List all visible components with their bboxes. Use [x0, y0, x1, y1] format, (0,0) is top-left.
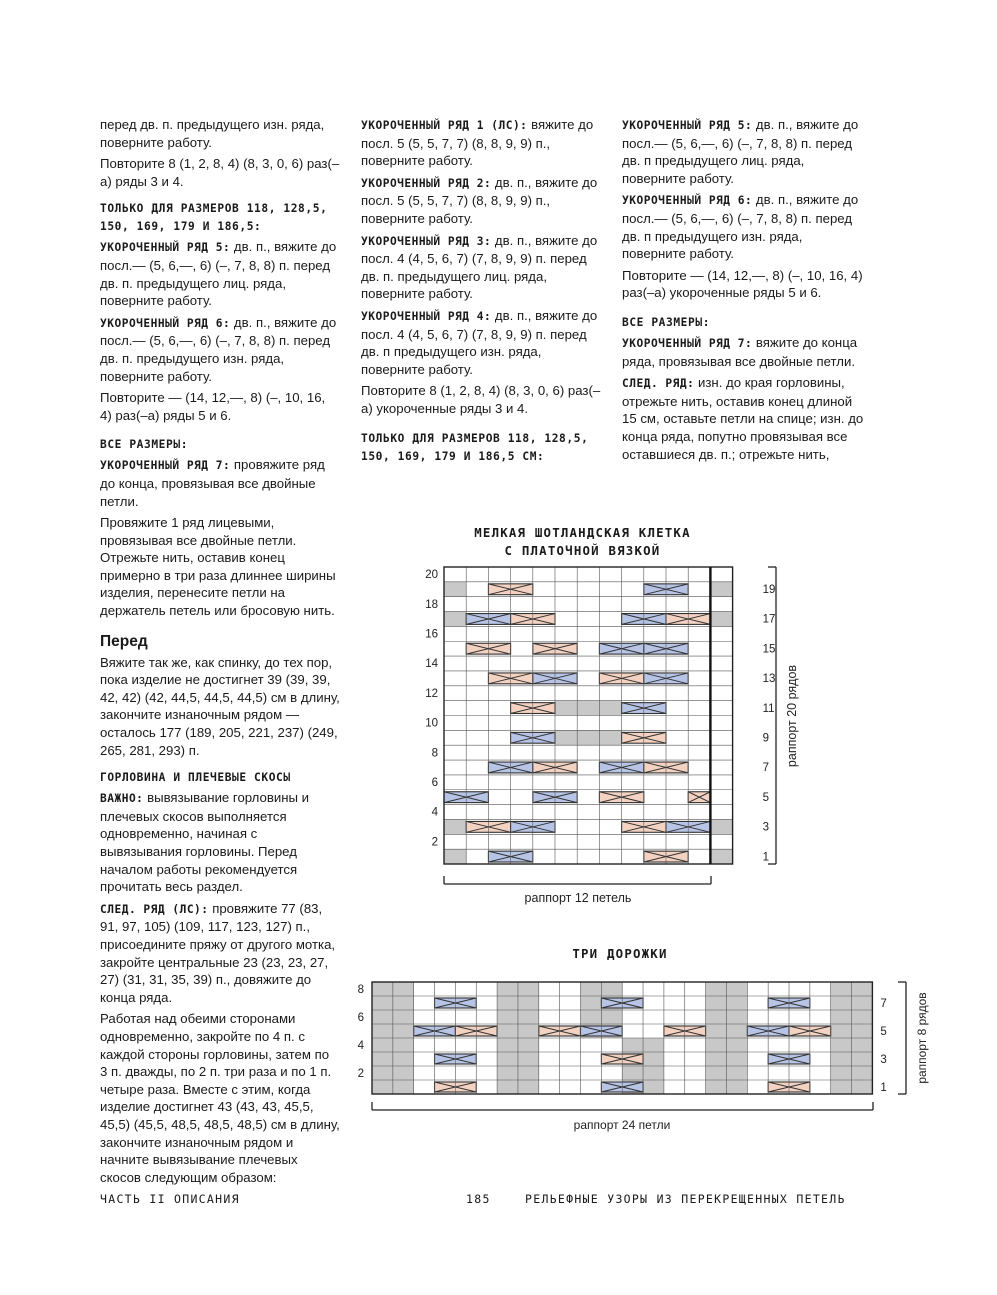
cross-stitch-symbol — [488, 851, 532, 862]
cross-stitch-symbol — [601, 998, 643, 1008]
chart-cell — [710, 582, 732, 597]
cross-stitch-symbol — [533, 762, 577, 773]
paragraph: Повторите 8 (1, 2, 8, 4) (8, 3, 0, 6) раз(–а) ряды 3 и 4. — [100, 156, 340, 189]
row-label: УКОРОЧЕННЫЙ РЯД 7: — [100, 459, 231, 473]
paragraph: Повторите — (14, 12,—, 8) (–, 10, 16, 4) раз(–а) укороченные ряды 5 и 6. — [622, 267, 863, 301]
chart-cell — [581, 982, 602, 1038]
cross-stitch-symbol — [599, 792, 643, 803]
instruction: УКОРОЧЕННЫЙ РЯД 1 (ЛС): вяжите до посл. 5 (5, 5, 7, 7) (8, 8, 9, 9) п., поверните работу. — [361, 117, 594, 169]
chart-cell — [710, 819, 732, 834]
row-label: УКОРОЧЕННЫЙ РЯД 2: — [361, 176, 492, 190]
cross-stitch-symbol — [644, 584, 688, 595]
section-heading: ВСЕ РАЗМЕРЫ: — [100, 438, 189, 452]
cross-stitch-symbol — [688, 792, 710, 803]
instruction: УКОРОЧЕННЫЙ РЯД 5: дв. п., вяжите до посл.— (5, 6,—, 6) (–, 7, 8, 8) п. перед дв. п. предыдущего лиц. ряда, поверните работу. — [100, 239, 337, 309]
paragraph: Повторите 8 (1, 2, 8, 4) (8, 3, 0, 6) раз(–а) укороченные ряды 3 и 4. — [361, 383, 601, 416]
chart-cell — [852, 982, 873, 1094]
instruction: УКОРОЧЕННЫЙ РЯД 7: вяжите до конца ряда, провязывая все двойные петли. — [622, 334, 858, 369]
cross-stitch-symbol — [747, 1026, 789, 1036]
chart-cell — [643, 1038, 664, 1094]
instruction: УКОРОЧЕННЫЙ РЯД 4: дв. п., вяжите до посл. 4 (4, 5, 6, 7) (7, 8, 9, 9) п. перед дв. п предыдущего изн. ряда, поверните работу. — [361, 307, 598, 377]
row-number: 5 — [762, 791, 770, 804]
chart-cell — [497, 982, 518, 1094]
footer-chapter: РЕЛЬЕФНЫЕ УЗОРЫ ИЗ ПЕРЕКРЕЩЕННЫХ ПЕТЕЛЬ — [525, 1192, 846, 1206]
cross-stitch-symbol — [768, 998, 810, 1008]
row-number: 18 — [425, 598, 438, 611]
cross-stitch-symbol — [488, 584, 532, 595]
cross-stitch-symbol — [511, 732, 555, 743]
row-number: 12 — [425, 687, 438, 700]
row-number: 20 — [425, 569, 438, 582]
chart2-bottom-label: раппорт 24 петли — [573, 1118, 671, 1132]
paragraph: Работая над обеими сторонами одновременно, закройте по 4 п. с каждой стороны горловины, затем по 3 п. дважды, по 2 п. три раза и по 1 п. четыре раза. Вместе с этим, когда изделие достигнет 43 (43, 43, 45,5, 45,5) (45,5, 48,5, 48,5, 48,5) см в длину, закончите изнаночным рядом и начните вывязывание плечевых скосов следующим образом: — [100, 1011, 340, 1185]
cross-stitch-symbol — [466, 643, 510, 654]
row-number: 10 — [425, 717, 438, 730]
row-number: 6 — [431, 777, 438, 790]
instruction: СЛЕД. РЯД: изн. до края горловины, отрежьте нить, оставив конец длиной 15 см, оставьте петли на спице; изн. до конца ряда, попутно провязывая все оставшиеся дв. п.; отрежьте нить, — [622, 375, 864, 462]
row-number: 1 — [880, 1082, 887, 1095]
chart-cell — [831, 982, 852, 1094]
row-number: 3 — [762, 821, 770, 834]
text-column-2 — [361, 116, 601, 468]
cross-stitch-symbol — [488, 762, 532, 773]
row-label: УКОРОЧЕННЫЙ РЯД 6: — [100, 316, 231, 330]
section-heading: ТОЛЬКО ДЛЯ РАЗМЕРОВ 118, 128,5, 150, 169, 179 И 186,5 СМ: — [361, 431, 589, 463]
row-number: 2 — [357, 1068, 364, 1081]
row-number: 8 — [357, 984, 364, 997]
cross-stitch-symbol — [488, 673, 532, 684]
text-column-1 — [100, 116, 340, 1190]
chart1-bottom-label: раппорт 12 петель — [524, 891, 632, 905]
page-number: 185 — [466, 1192, 491, 1206]
cross-stitch-symbol — [622, 614, 666, 625]
cross-stitch-symbol — [789, 1026, 831, 1036]
row-label: СЛЕД. РЯД (ЛС): — [100, 902, 209, 916]
cross-stitch-symbol — [435, 998, 477, 1008]
row-number: 15 — [762, 643, 776, 656]
chart-cell — [393, 982, 414, 1094]
row-number: 4 — [357, 1040, 364, 1053]
row-label: УКОРОЧЕННЫЙ РЯД 5: — [622, 119, 753, 132]
cross-stitch-symbol — [664, 1026, 706, 1036]
cross-stitch-symbol — [622, 703, 666, 714]
paragraph: перед дв. п. предыдущего изн. ряда, поверните работу. — [100, 117, 325, 150]
cross-stitch-symbol — [599, 673, 643, 684]
row-number: 19 — [762, 583, 776, 596]
row-label: УКОРОЧЕННЫЙ РЯД 1 (ЛС): — [361, 119, 528, 132]
row-number: 2 — [431, 836, 438, 849]
row-number: 4 — [431, 806, 438, 819]
chart-cell — [444, 819, 466, 834]
row-label: УКОРОЧЕННЫЙ РЯД 7: — [622, 336, 753, 350]
cross-stitch-symbol — [414, 1026, 456, 1036]
cross-stitch-symbol — [511, 703, 555, 714]
instruction: ВАЖНО: вывязывание горловины и плечевых скосов выполняется одновременно, начиная с вывязывания горловины. Перед началом работы рекомендуется прочитать весь раздел. — [100, 790, 310, 895]
row-number: 7 — [880, 998, 887, 1011]
cross-stitch-symbol — [599, 762, 643, 773]
row-label: СЛЕД. РЯД: — [622, 377, 695, 391]
chart1-side-label: раппорт 20 рядов — [785, 664, 799, 768]
cross-stitch-symbol — [622, 821, 666, 832]
row-number: 8 — [431, 747, 438, 760]
row-label: УКОРОЧЕННЫЙ РЯД 3: — [361, 234, 492, 248]
row-label: УКОРОЧЕННЫЙ РЯД 6: — [622, 194, 753, 208]
row-number: 3 — [880, 1054, 887, 1067]
cross-stitch-symbol — [622, 732, 666, 743]
text-column-3 — [622, 116, 867, 467]
row-label: УКОРОЧЕННЫЙ РЯД 5: — [100, 241, 231, 255]
chart-cell — [555, 730, 622, 745]
chart-cell — [518, 982, 539, 1094]
cross-stitch-symbol — [435, 1082, 477, 1092]
chart-cell — [706, 982, 727, 1094]
paragraph: Повторите — (14, 12,—, 8) (–, 10, 16, 4) раз(–а) ряды 5 и 6. — [100, 390, 326, 423]
cross-stitch-symbol — [466, 821, 510, 832]
row-number: 6 — [357, 1012, 364, 1025]
row-number: 7 — [762, 762, 770, 775]
cross-stitch-symbol — [581, 1026, 623, 1036]
section-title-front: Перед — [100, 632, 148, 650]
important-label: ВАЖНО: — [100, 792, 144, 806]
cross-stitch-symbol — [511, 821, 555, 832]
cross-stitch-symbol — [644, 762, 688, 773]
chart-cell — [622, 1038, 643, 1094]
cross-stitch-symbol — [533, 673, 577, 684]
cross-stitch-symbol — [511, 614, 555, 625]
cross-stitch-symbol — [599, 643, 643, 654]
row-label: УКОРОЧЕННЫЙ РЯД 4: — [361, 309, 492, 323]
chart-cell — [726, 982, 747, 1094]
footer-section: ЧАСТЬ II ОПИСАНИЯ — [100, 1192, 240, 1206]
section-heading: ВСЕ РАЗМЕРЫ: — [622, 315, 711, 329]
chart-cell — [601, 982, 622, 1038]
paragraph: Вяжите так же, как спинку, до тех пор, пока изделие не достигнет 39 (39, 39, 42, 42) (42, 44,5, 44,5, 44,5) см в длину, закончите изнаночным рядом — осталось 177 (189, 205, 221, 237) (249, 265, 281, 293) п. — [100, 654, 340, 758]
row-number: 16 — [425, 628, 438, 641]
chart-cell — [444, 612, 466, 627]
paragraph: Провяжите 1 ряд лицевыми, провязывая все двойные петли. Отрежьте нить, оставив конец примерно в три раза длиннее ширины изделия, перенесите петли на держатель петель или бросовую нить. — [100, 515, 336, 619]
cross-stitch-symbol — [539, 1026, 581, 1036]
instruction: УКОРОЧЕННЫЙ РЯД 6: дв. п., вяжите до посл.— (5, 6,—, 6) (–, 7, 8, 8) п. перед дв. п. предыдущего изн. ряда, поверните работу. — [100, 314, 337, 384]
instruction: УКОРОЧЕННЫЙ РЯД 3: дв. п., вяжите до посл. 4 (4, 5, 6, 7) (7, 8, 9, 9) п. перед дв. п. предыдущего лиц. ряда, поверните работу. — [361, 232, 598, 302]
instruction: СЛЕД. РЯД (ЛС): провяжите 77 (83, 91, 97, 105) (109, 117, 123, 127) п., присоедините пряжу от другого мотка, закройте центральные 23 (23, 23, 27, 27) (31, 31, 35, 39) п., довяжите до конца ряда. — [100, 900, 336, 1005]
cross-stitch-symbol — [644, 643, 688, 654]
chart-cell — [555, 701, 622, 716]
instruction: УКОРОЧЕННЫЙ РЯД 2: дв. п., вяжите до посл. 5 (5, 5, 7, 7) (8, 8, 9, 9) п., поверните работу. — [361, 174, 598, 226]
cross-stitch-symbol — [768, 1054, 810, 1064]
chart-cell — [710, 849, 732, 864]
row-number: 14 — [425, 658, 438, 671]
chart2-side-label: раппорт 8 рядов — [915, 992, 929, 1084]
chart2-title: ТРИ ДОРОЖКИ — [572, 946, 668, 961]
chart-cell — [444, 849, 466, 864]
section-heading: ГОРЛОВИНА И ПЛЕЧЕВЫЕ СКОСЫ — [100, 771, 291, 785]
row-number: 13 — [762, 673, 776, 686]
cross-stitch-symbol — [444, 792, 488, 803]
cross-stitch-symbol — [768, 1082, 810, 1092]
cross-stitch-symbol — [601, 1054, 643, 1064]
row-number: 1 — [762, 851, 770, 864]
chart-cell — [372, 982, 393, 1094]
row-number: 17 — [762, 613, 776, 626]
cross-stitch-symbol — [601, 1082, 643, 1092]
row-number: 11 — [762, 702, 775, 715]
chart-cell — [710, 612, 732, 627]
instruction: УКОРОЧЕННЫЙ РЯД 7: провяжите ряд до конца, провязывая все двойные петли. — [100, 457, 325, 509]
cross-stitch-symbol — [533, 643, 577, 654]
chart1-title: МЕЛКАЯ ШОТЛАНДСКАЯ КЛЕТКА С ПЛАТОЧНОЙ ВЯЗКОЙ — [474, 525, 691, 558]
cross-stitch-symbol — [644, 673, 688, 684]
cross-stitch-symbol — [435, 1054, 477, 1064]
cross-stitch-symbol — [466, 614, 510, 625]
row-number: 9 — [762, 732, 770, 745]
cross-stitch-symbol — [644, 851, 688, 862]
cross-stitch-symbol — [666, 821, 710, 832]
section-heading: ТОЛЬКО ДЛЯ РАЗМЕРОВ 118, 128,5, 150, 169, 179 И 186,5: — [100, 202, 328, 234]
chart-cell — [444, 582, 466, 597]
row-number: 5 — [880, 1026, 887, 1039]
instruction: УКОРОЧЕННЫЙ РЯД 6: дв. п., вяжите до посл.— (5, 6,—, 6) (–, 7, 8, 8) п. перед дв. п предыдущего изн. ряда, поверните работу. — [622, 192, 859, 262]
cross-stitch-symbol — [455, 1026, 497, 1036]
instruction: УКОРОЧЕННЫЙ РЯД 5: дв. п., вяжите до посл.— (5, 6,—, 6) (–, 7, 8, 8) п. перед дв. п предыдущего лиц. ряда, поверните работу. — [622, 117, 859, 186]
cross-stitch-symbol — [666, 614, 710, 625]
cross-stitch-symbol — [533, 792, 577, 803]
